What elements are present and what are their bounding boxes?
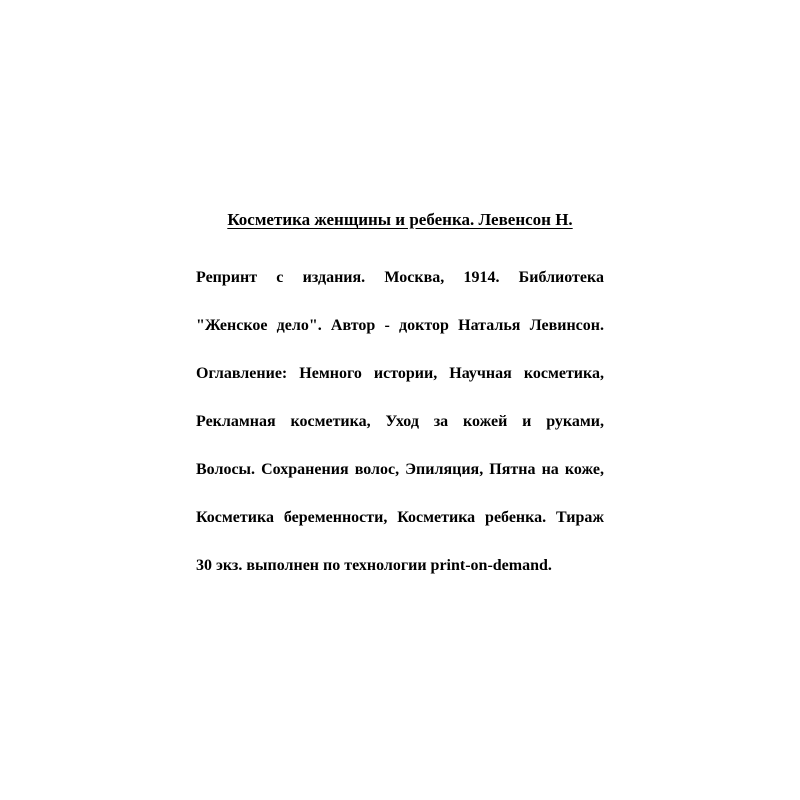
document-title: Косметика женщины и ребенка. Левенсон Н.: [227, 210, 573, 229]
document-body: [196, 266, 604, 578]
body-line: Репринт с издания. Москва, 1914. Библиотека: [196, 269, 604, 286]
body-line: Оглавление: Немного истории, Научная косметика,: [196, 365, 604, 382]
body-line: Волосы. Сохранения волос, Эпиляция, Пятна на коже,: [196, 461, 604, 478]
body-line: "Женское дело". Автор - доктор Наталья Левинсон.: [196, 317, 604, 334]
body-line: 30 экз. выполнен по технологии print-on-demand.: [196, 557, 552, 574]
body-line: Косметика беременности, Косметика ребенка. Тираж: [196, 509, 604, 526]
body-line: Рекламная косметика, Уход за кожей и руками,: [196, 413, 604, 430]
